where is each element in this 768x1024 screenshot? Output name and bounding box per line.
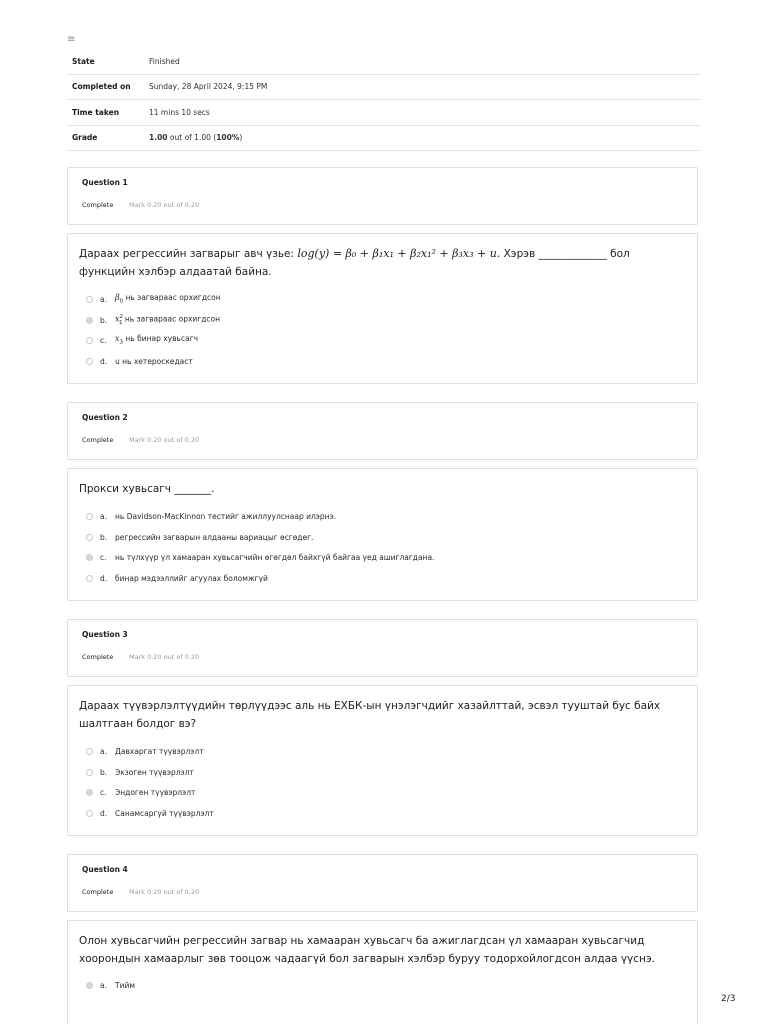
option-text: бинар мэдээллийг агуулах боломжгүй — [115, 573, 268, 583]
option-letter: b. — [100, 532, 108, 542]
option-letter: d. — [100, 808, 108, 818]
question-2-content — [67, 468, 698, 601]
attempt-summary-table — [67, 49, 700, 151]
question-1-info — [67, 167, 698, 225]
question-text — [79, 245, 685, 281]
option-text: нь Davidson-MacKinnon тестийг ажиллуулснаар илэрнэ. — [115, 511, 337, 521]
option-text: нь түлхүүр үл хамааран хувьсагчийн өгөгдөл байхгүй байгаа үед ашиглагдана. — [115, 552, 435, 562]
completed-label: Completed on — [67, 74, 149, 100]
question-text: Олон хувьсагчийн регрессийн загвар нь хамааран хувьсагч ба ажиглагдсан үл хамааран хувьсагчид хоорондын хамаарлыг зөв тооцож чадаагүй бол загварын хэлбэр буруу тодорхойлогдсон алдаа үүснэ. — [79, 935, 656, 965]
answer-option-b[interactable] — [86, 531, 313, 543]
question-1-content — [67, 233, 698, 384]
question-title: Question 4 — [82, 865, 128, 874]
question-text-pre: Дараах регрессийн загварыг авч үзье: — [79, 248, 298, 260]
radio-button-selected[interactable] — [86, 317, 93, 324]
question-state: Complete — [82, 201, 114, 209]
question-2-info — [67, 402, 698, 460]
radio-button[interactable] — [86, 748, 93, 755]
question-mark: Mark 0.20 out of 0.20 — [129, 888, 200, 896]
question-formula: log(y) = β₀ + β₁x₁ + β₂x₁² + β₃x₃ + u. — [297, 247, 501, 260]
radio-button[interactable] — [86, 358, 93, 365]
answer-option-c[interactable] — [86, 334, 198, 346]
option-letter: b. — [100, 767, 108, 777]
answer-option-c[interactable] — [86, 786, 195, 798]
grade-score: 1.00 — [149, 133, 168, 143]
answer-option-c[interactable] — [86, 551, 434, 563]
radio-button[interactable] — [86, 513, 93, 520]
question-title: Question 2 — [82, 413, 128, 422]
option-letter: d. — [100, 573, 108, 583]
answer-option-a[interactable] — [86, 510, 336, 522]
option-text: u нь хетероскедаст — [115, 356, 193, 366]
question-text: Дараах түүвэрлэлтүүдийн төрлүүдээс аль нь ЕХБК-ын үнэлэгчдийг хазайлттай, эсвэл тууштай бус байх шалтгаан болдог вэ? — [79, 700, 661, 730]
question-text-post: Хэрэв _____________ бол функцийн хэлбэр алдаатай байна. — [79, 248, 630, 278]
summary-row-grade — [67, 125, 700, 151]
grade-value — [149, 125, 700, 151]
question-4-info — [67, 854, 698, 912]
question-3-info — [67, 619, 698, 677]
radio-button-selected[interactable] — [86, 789, 93, 796]
summary-row-time — [67, 100, 700, 126]
option-letter: a. — [100, 980, 107, 990]
state-label: State — [67, 49, 149, 74]
answer-option-a[interactable] — [86, 745, 204, 757]
question-mark: Mark 0.20 out of 0.20 — [129, 201, 200, 209]
answer-option-b[interactable] — [86, 766, 194, 778]
question-4-content — [67, 920, 698, 1024]
question-mark: Mark 0.20 out of 0.20 — [129, 653, 200, 661]
option-letter: b. — [100, 315, 108, 325]
radio-button[interactable] — [86, 534, 93, 541]
option-letter: a. — [100, 294, 107, 304]
question-3-content — [67, 685, 698, 836]
option-letter: c. — [100, 335, 107, 345]
summary-row-state — [67, 49, 700, 74]
option-text: Давхаргат түүвэрлэлт — [115, 746, 204, 756]
answer-option-b[interactable] — [86, 314, 220, 326]
time-taken-label: Time taken — [67, 100, 149, 126]
time-taken-value: 11 mins 10 secs — [149, 100, 700, 126]
option-letter: d. — [100, 356, 108, 366]
question-state: Complete — [82, 888, 114, 896]
answer-option-d[interactable] — [86, 355, 193, 367]
answer-option-d[interactable] — [86, 807, 214, 819]
question-mark: Mark 0.20 out of 0.20 — [129, 436, 200, 444]
grade-mid: out of 1.00 ( — [167, 133, 217, 143]
option-text: $x_3$ нь бинар хувьсагч — [115, 334, 199, 346]
menu-icon[interactable]: ≡ — [67, 34, 76, 45]
radio-button[interactable] — [86, 575, 93, 582]
option-text: Тийм — [115, 980, 135, 990]
option-text: $\beta_0$ нь загвараас орхигдсон — [115, 293, 221, 305]
question-title: Question 3 — [82, 630, 128, 639]
option-letter: c. — [100, 787, 107, 797]
question-state: Complete — [82, 653, 114, 661]
question-text: Прокси хувьсагч _______. — [79, 483, 215, 495]
summary-row-completed — [67, 74, 700, 100]
grade-end: ) — [239, 133, 243, 143]
option-letter: c. — [100, 552, 107, 562]
question-state: Complete — [82, 436, 114, 444]
page-number: 2/3 — [721, 994, 736, 1004]
radio-button[interactable] — [86, 337, 93, 344]
grade-percent: 100% — [216, 133, 240, 143]
option-text: Эндоген түүвэрлэлт — [115, 787, 196, 797]
radio-button[interactable] — [86, 769, 93, 776]
radio-button-selected[interactable] — [86, 982, 93, 989]
grade-label: Grade — [67, 125, 149, 151]
answer-option-a[interactable] — [86, 293, 221, 305]
answer-option-d[interactable] — [86, 572, 268, 584]
option-text: $x^2_1$ нь загвараас орхигдсон — [115, 314, 221, 326]
option-text: Санамсаргүй түүвэрлэлт — [115, 808, 214, 818]
option-text: Экзоген түүвэрлэлт — [115, 767, 194, 777]
radio-button[interactable] — [86, 810, 93, 817]
completed-value: Sunday, 28 April 2024, 9:15 PM — [149, 74, 700, 100]
option-letter: a. — [100, 511, 107, 521]
option-text: регрессийн загварын алдааны вариацыг өсгөдөг. — [115, 532, 314, 542]
radio-button[interactable] — [86, 296, 93, 303]
option-letter: a. — [100, 746, 107, 756]
answer-option-a[interactable] — [86, 979, 135, 991]
state-value: Finished — [149, 49, 700, 74]
radio-button-selected[interactable] — [86, 554, 93, 561]
question-title: Question 1 — [82, 178, 128, 187]
